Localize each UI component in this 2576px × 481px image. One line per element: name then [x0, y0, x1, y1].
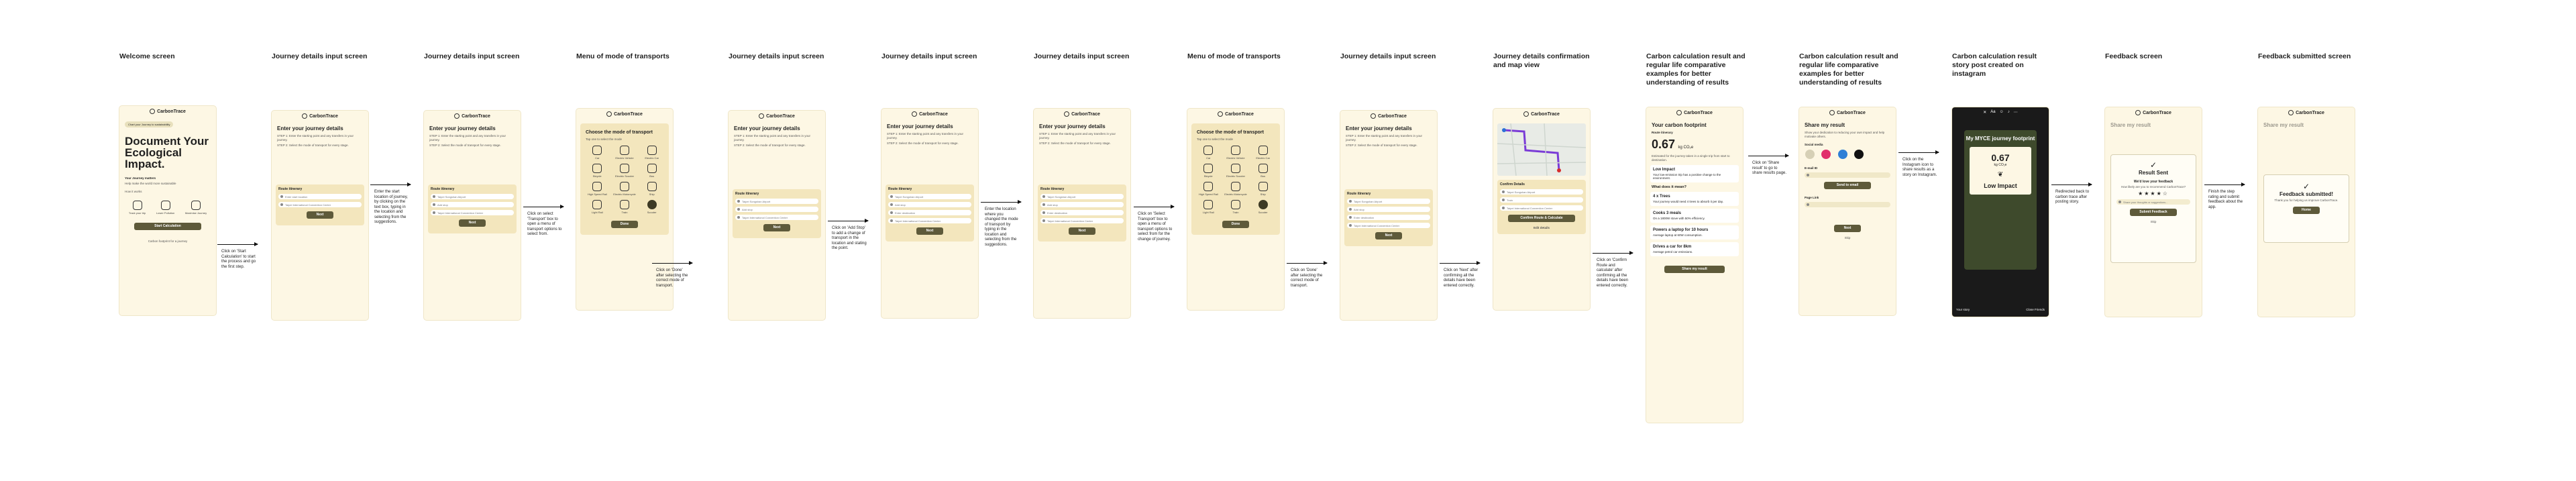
flow-annotation: Enter the location where you changed the mode of transport by typing in the location and selecting from the suggestions.: [985, 207, 1018, 247]
transport-mode-icon: [1258, 146, 1268, 155]
flow-arrow: [217, 244, 258, 245]
result-unit: kg CO₂e: [1678, 146, 1694, 150]
journey-title: Enter your journey details: [1039, 123, 1106, 129]
logo-icon: [1523, 111, 1529, 117]
feature-maximise: Maximise Journey: [185, 201, 207, 215]
transport-mode-icon: [620, 164, 629, 173]
origin-input[interactable]: Enter start location: [278, 194, 362, 199]
flow-annotation: Click on select 'Transport' box to open a menu of transport options to select from.: [527, 212, 562, 236]
app-header: CarbonTrace: [424, 111, 521, 121]
transport-option[interactable]: Bus: [1251, 164, 1275, 178]
impact-card: Low Impact Your low-emission trip has a positive change to the environment.: [1650, 165, 1739, 182]
map-route-svg: [1497, 123, 1586, 176]
app-header: CarbonTrace: [1187, 109, 1284, 119]
skip-link[interactable]: Skip: [1844, 236, 1851, 239]
transport-mode-icon: [647, 200, 657, 209]
logo-icon: [1218, 111, 1223, 117]
welcome-sub2: Help make the world more sustainable: [125, 182, 176, 185]
column-title: Journey details input screen: [1034, 52, 1130, 60]
flow-arrow: [1593, 253, 1633, 254]
transport-option[interactable]: Light Rail: [586, 200, 609, 214]
next-button[interactable]: Next: [307, 211, 333, 219]
step2-text: STEP 2: Select the mode of transport for every stage.: [277, 144, 349, 147]
welcome-footer: Carbon footprint for a journey: [148, 239, 188, 243]
transport-option[interactable]: Scooter: [640, 200, 663, 214]
transport-mode-icon: [1258, 182, 1268, 191]
route-card: [1038, 184, 1126, 242]
transport-mode-icon: [592, 146, 602, 155]
logo-icon: [1829, 110, 1835, 115]
column-title: Feedback submitted screen: [2258, 52, 2351, 60]
app-header: CarbonTrace: [729, 111, 825, 121]
story-impact: Low Impact: [1984, 182, 2017, 189]
feature-pollution: Lower Pollution: [156, 201, 174, 215]
transport-option[interactable]: Electric Scooter: [613, 164, 637, 178]
step1-text: STEP 1: Enter the starting point and any transfers in your journey.: [429, 134, 506, 142]
app-header: CarbonTrace: [119, 106, 216, 117]
check-icon: ✓: [2302, 182, 2310, 191]
route-map[interactable]: [1497, 123, 1586, 176]
flow-arrow: [652, 263, 692, 264]
transport-option[interactable]: Electric Vehicle: [613, 146, 637, 160]
submitted-modal: [2263, 174, 2349, 243]
text-icon[interactable]: Aa: [1990, 110, 1996, 114]
logo-icon: [1676, 110, 1682, 115]
transport-select[interactable]: Add stop: [888, 202, 971, 207]
submitted-title: Feedback submitted!: [2279, 191, 2333, 197]
car-card: Drives a car for 8km Average petrol car emissions.: [1650, 242, 1739, 256]
transport-option[interactable]: Electric Vehicle: [1224, 146, 1248, 160]
transport-option[interactable]: Electric Motorcycle: [1224, 182, 1248, 196]
route-card-title: Route itinerary: [278, 187, 303, 191]
app-header: CarbonTrace: [1493, 109, 1590, 119]
feature-track: Track your trip: [129, 201, 146, 215]
page-link-input[interactable]: [1805, 202, 1890, 207]
story-value: 0.67: [1991, 152, 2010, 163]
flow-annotation: Redirected back to carbon trace after posting story.: [2055, 190, 2090, 204]
flow-arrow: [1287, 263, 1327, 264]
more-icon[interactable]: ⋯: [2013, 110, 2018, 115]
result-screen: [1646, 107, 1743, 423]
column-title: Journey details input screen: [729, 52, 824, 60]
check-icon: ✓: [2149, 160, 2157, 170]
transport-mode-icon: [620, 146, 629, 155]
transport-mode-icon: [1258, 200, 1268, 209]
leaf-icon: ❦: [1997, 171, 2004, 178]
route-card: [428, 184, 517, 233]
origin-input[interactable]: Taipei Songshan Airport: [1347, 199, 1430, 204]
transport-select[interactable]: Add stop: [431, 202, 514, 207]
done-button[interactable]: Done: [611, 221, 638, 228]
app-header: CarbonTrace: [576, 109, 673, 119]
welcome-screen: [119, 106, 216, 315]
origin-input[interactable]: Taipei Songshan Airport: [431, 194, 514, 199]
add-stop-input[interactable]: Enter destination: [1040, 210, 1124, 215]
route-card-title: Route itinerary: [735, 192, 759, 196]
transport-option[interactable]: Bicycle: [1197, 164, 1220, 178]
instagram-story-screen: [1952, 107, 2049, 317]
share-title: Share my result: [1805, 122, 1845, 128]
transport-mode-icon: [1203, 146, 1213, 155]
app-header: CarbonTrace: [2258, 107, 2355, 118]
feedback-submitted-screen: [2258, 107, 2355, 317]
transport-select[interactable]: Add stop: [1040, 202, 1124, 207]
transport-grid: [580, 143, 669, 217]
route-icon: [133, 201, 142, 210]
close-icon[interactable]: ✕: [1983, 110, 1987, 115]
route-card: [885, 184, 974, 242]
welcome-sub1: Your Journey matters: [125, 176, 156, 180]
add-stop-input[interactable]: Enter destination: [1347, 215, 1430, 220]
column-title: Journey details input screen: [881, 52, 977, 60]
confirm-card: Confirm Details Taipei Songshan Airport Train Taipei International Convention Center Confirm Route & Calculate Edit details: [1497, 180, 1586, 234]
destination-input[interactable]: Taipei International Convention Center: [278, 202, 362, 207]
flow-arrow: [1440, 263, 1480, 264]
transport-option[interactable]: Electric Car: [1251, 146, 1275, 160]
transport-grid: [1191, 143, 1280, 217]
app-header: CarbonTrace: [2105, 107, 2202, 118]
transport-option[interactable]: Bicycle: [586, 164, 609, 178]
origin-field: Taipei Songshan Airport: [1500, 189, 1583, 195]
flow-annotation: Click on 'Add Stop' to add a change of transport in the location and stating the point.: [832, 226, 867, 250]
welcome-pill: Chart your Journey to sustainability: [125, 121, 173, 127]
transport-option[interactable]: Car: [1197, 146, 1220, 160]
journey-title: Enter your journey details: [277, 125, 343, 131]
app-header: CarbonTrace: [1646, 107, 1743, 118]
story-title: My MYCE journey footprint: [1966, 136, 2035, 142]
flow-arrow: [2204, 184, 2245, 185]
flow-arrow: [370, 184, 411, 185]
transport-option[interactable]: Electric Car: [640, 146, 663, 160]
transport-mode-icon: [647, 146, 657, 155]
app-header: CarbonTrace: [1340, 111, 1437, 121]
origin-input[interactable]: Taipei Songshan Airport: [1040, 194, 1124, 199]
feedback-screen: [2105, 107, 2202, 317]
logo-icon: [606, 111, 612, 117]
transport-option[interactable]: Light Rail: [1197, 200, 1220, 214]
submitted-desc: Thank you for helping us improve CarbonTrace.: [2274, 199, 2339, 202]
trees-card: 4 x Trees Your journey would need 4 trees to absorb it per day.: [1650, 192, 1739, 206]
flow-annotation: Click on 'Next' after confirming all the details have been entered correctly.: [1444, 268, 1479, 288]
destination-input[interactable]: Taipei International Convention Center: [888, 218, 971, 223]
route-card: [733, 189, 821, 238]
confirm-route-button[interactable]: Confirm Route & Calculate: [1508, 215, 1575, 222]
instagram-icon[interactable]: [1821, 150, 1831, 159]
route-card: [276, 184, 364, 225]
journey-screen: [272, 111, 368, 320]
submit-feedback-button[interactable]: Submit Feedback: [2130, 209, 2177, 216]
transport-mode-icon: [647, 164, 657, 173]
next-button[interactable]: Next: [1069, 227, 1095, 235]
step1-text: STEP 1: Enter the starting point and any transfers in your journey.: [1346, 134, 1422, 142]
flow-annotation: Click on 'Start Calculation' to start the process and go the first step.: [221, 250, 256, 269]
step2-text: STEP 2: Select the mode of transport for every stage.: [429, 144, 501, 147]
flow-arrow: [981, 202, 1021, 203]
flow-annotation: Click on 'Done' after selecting the correct mode of transport.: [656, 268, 688, 288]
welcome-headline: Document Your Ecological Impact.: [125, 135, 209, 170]
send-email-button[interactable]: Send to email: [1824, 182, 1871, 189]
column-title: Welcome screen: [119, 52, 175, 60]
logo-icon: [150, 109, 155, 114]
page-link-label: Page Link: [1805, 196, 1819, 199]
transport-option[interactable]: Scooter: [1251, 200, 1275, 214]
transport-menu-screen: [1187, 109, 1284, 310]
column-title: Journey details input screen: [272, 52, 368, 60]
transport-mode-icon: [1258, 164, 1268, 173]
share-desc: Show your dedication to reducing your own impact and help motivate others.: [1805, 131, 1885, 138]
feature-row: [123, 201, 212, 215]
logo-icon: [302, 113, 307, 119]
route-card: [1344, 189, 1433, 246]
share-screen: [1799, 107, 1896, 315]
journey-screen: [424, 111, 521, 320]
journey-screen: [1034, 109, 1130, 318]
column-title: Carbon calculation result and regular life comparative examples for better understanding of results: [1646, 52, 1746, 87]
destination-input[interactable]: Taipei International Convention Center: [1347, 223, 1430, 228]
transport-mode-icon: [1203, 200, 1213, 209]
add-stop-input[interactable]: Enter destination: [888, 210, 971, 215]
feedback-modal: [2110, 154, 2196, 263]
background-title: Share my result: [2110, 122, 2151, 128]
transport-mode-icon: [592, 164, 602, 173]
story-footer: [1956, 308, 2045, 311]
app-header: CarbonTrace: [881, 109, 978, 119]
feedback-input[interactable]: Share your thoughts or suggestions...: [2116, 199, 2190, 205]
confirm-screen: [1493, 109, 1590, 310]
feedback-question: How likely are you to recommend CarbonTrace?: [2121, 185, 2186, 189]
transport-option[interactable]: Train: [1224, 200, 1248, 214]
transport-option[interactable]: Bus: [640, 164, 663, 178]
background-title: Share my result: [2263, 122, 2304, 128]
close-friends-button[interactable]: Close Friends: [2026, 308, 2045, 311]
social-heading: Social media: [1805, 143, 1823, 146]
next-button[interactable]: Next: [459, 219, 486, 227]
logo-icon: [912, 111, 917, 117]
route-card-title: Route itinerary: [431, 187, 455, 191]
logo-icon: [454, 113, 460, 119]
music-icon[interactable]: ♪: [2007, 110, 2010, 114]
flow-arrow: [1898, 152, 1939, 153]
step2-text: STEP 2: Select the mode of transport for every stage.: [734, 144, 806, 147]
story-toolbar: [1952, 107, 2049, 117]
transport-option[interactable]: High Speed Rail: [1197, 182, 1220, 196]
email-label: E-mail ID: [1805, 166, 1818, 170]
story-unit: kg CO₂e: [1994, 163, 2007, 167]
logo-icon: [1371, 113, 1376, 119]
origin-input[interactable]: Taipei Songshan Airport: [735, 199, 818, 204]
transport-mode-icon: [592, 200, 602, 209]
edit-details-link[interactable]: Edit details: [1533, 226, 1550, 229]
transport-option[interactable]: Car: [586, 146, 609, 160]
next-button[interactable]: Next: [916, 227, 943, 235]
origin-input[interactable]: Taipei Songshan Airport: [888, 194, 971, 199]
transport-option[interactable]: High Speed Rail: [586, 182, 609, 196]
transport-field: Train: [1500, 197, 1583, 203]
column-title: Journey details confirmation and map view: [1493, 52, 1590, 69]
laptop-card: Powers a laptop for 10 hours Average laptop at 60W consumption.: [1650, 225, 1739, 239]
menu-title: Choose the mode of transport: [1197, 130, 1264, 135]
flow-annotation: Click on 'Confirm Route and calculate' after confirming all the details have been entered correctly.: [1597, 258, 1629, 288]
column-title: Journey details input screen: [424, 52, 520, 60]
result-caption: Estimated for the journey taken in a single trip from start to destination.: [1652, 154, 1730, 162]
journey-screen: [881, 109, 978, 318]
transport-mode-icon: [620, 200, 629, 209]
transport-select[interactable]: Add stop: [735, 207, 818, 212]
transport-option[interactable]: Electric Motorcycle: [613, 182, 637, 196]
meals-card: Cooks 3 meals On a 1800W stove with 50% efficiency.: [1650, 209, 1739, 223]
flow-annotation: Enter the start location of journey, by clicking on the text box, typing in the location and selecting from the suggestions.: [374, 190, 408, 224]
destination-input[interactable]: Taipei International Convention Center: [431, 210, 514, 215]
transport-mode-icon: [1203, 182, 1213, 191]
destination-input[interactable]: Taipei International Convention Center: [1040, 218, 1124, 223]
transport-select[interactable]: Add stop: [1347, 207, 1430, 212]
next-button[interactable]: Next: [1834, 225, 1861, 232]
app-header: CarbonTrace: [1034, 109, 1130, 119]
transport-mode-icon: [1231, 164, 1240, 173]
step1-text: STEP 1: Enter the starting point and any transfers in your journey.: [277, 134, 354, 142]
step1-text: STEP 1: Enter the starting point and any transfers in your journey.: [887, 132, 963, 140]
app-header: CarbonTrace: [1799, 107, 1896, 118]
journey-title: Enter your journey details: [734, 125, 800, 131]
tiktok-icon[interactable]: [1854, 150, 1864, 159]
globe-icon: [191, 201, 201, 210]
result-title: Your carbon footprint: [1652, 122, 1707, 128]
destination-input[interactable]: Taipei International Convention Center: [735, 215, 818, 220]
cloud-icon: [161, 201, 170, 210]
social-row: [1803, 150, 1892, 162]
flow-annotation: Click on 'Select Transport' box to open a menu of transport options to select from for the change of journey.: [1138, 212, 1173, 242]
route-card-title: Route itinerary: [1347, 192, 1371, 196]
route-dropdown[interactable]: Route itinerary: [1652, 131, 1673, 134]
route-card-title: Route itinerary: [888, 187, 912, 191]
transport-mode-icon: [592, 182, 602, 191]
logo-icon: [1064, 111, 1069, 117]
flow-arrow: [2051, 184, 2092, 185]
story-card: [1964, 130, 2037, 270]
app-header: CarbonTrace: [272, 111, 368, 121]
star-rating[interactable]: ★★★★☆: [2138, 191, 2169, 197]
transport-mode-icon: [620, 182, 629, 191]
transport-option[interactable]: Train: [613, 200, 637, 214]
step1-text: STEP 1: Enter the starting point and any transfers in your journey.: [734, 134, 810, 142]
flow-annotation: Finish the step rating and submit feedback about the app.: [2208, 190, 2243, 209]
column-title: Carbon calculation result and regular life comparative examples for better understanding of results: [1799, 52, 1898, 87]
transport-mode-icon: [1231, 200, 1240, 209]
logo-icon: [2288, 110, 2294, 115]
what-heading: What does it mean?: [1652, 185, 1686, 189]
transport-option[interactable]: Ship: [640, 182, 663, 196]
transport-mode-icon: [1231, 146, 1240, 155]
destination-field: Taipei International Convention Center: [1500, 205, 1583, 211]
feedback-subtitle: We'd love your feedback: [2133, 180, 2174, 184]
transport-mode-icon: [1231, 182, 1240, 191]
transport-mode-icon: [1203, 164, 1213, 173]
column-title: Feedback screen: [2105, 52, 2163, 60]
logo-icon: [759, 113, 764, 119]
step1-text: STEP 1: Enter the starting point and any transfers in your journey.: [1039, 132, 1116, 140]
column-title: Journey details input screen: [1340, 52, 1436, 60]
journey-title: Enter your journey details: [887, 123, 953, 129]
email-input[interactable]: [1805, 172, 1890, 178]
next-button[interactable]: Next: [763, 224, 790, 231]
transport-mode-icon: [647, 182, 657, 191]
menu-hint: Tap one to select the mode: [586, 138, 623, 141]
transport-option[interactable]: Electric Scooter: [1224, 164, 1248, 178]
step2-text: STEP 2: Select the mode of transport for every stage.: [887, 142, 959, 145]
your-story-button[interactable]: Your story: [1956, 308, 1970, 311]
flow-annotation: Click on the Instagram icon to share results as a story on Instagram.: [1902, 158, 1937, 177]
journey-title: Enter your journey details: [429, 125, 496, 131]
how-it-works-link[interactable]: How it works: [125, 190, 142, 193]
next-button[interactable]: Next: [1375, 232, 1402, 239]
skip-link[interactable]: Skip: [2150, 220, 2157, 223]
start-calculation-button[interactable]: Start Calculation: [134, 223, 201, 230]
done-button[interactable]: Done: [1222, 221, 1249, 228]
flow-annotation: Click on 'Share result' to go to share results page.: [1752, 161, 1787, 175]
journey-screen: [729, 111, 825, 320]
transport-option[interactable]: Ship: [1251, 182, 1275, 196]
step2-text: STEP 2: Select the mode of transport for every stage.: [1346, 144, 1417, 147]
share-result-button[interactable]: Share my result: [1664, 266, 1725, 273]
home-button[interactable]: Home: [2293, 207, 2320, 214]
menu-title: Choose the mode of transport: [586, 130, 653, 135]
step2-text: STEP 2: Select the mode of transport for every stage.: [1039, 142, 1111, 145]
column-title: Menu of mode of transports: [1187, 52, 1281, 60]
route-card-title: Route itinerary: [1040, 187, 1065, 191]
flow-annotation: Click on 'Done' after selecting the correct mode of transport.: [1291, 268, 1323, 288]
journey-screen: [1340, 111, 1437, 320]
column-title: Carbon calculation result story post created on instagram: [1952, 52, 2037, 78]
facebook-icon[interactable]: [1838, 150, 1847, 159]
sticker-icon[interactable]: ☺: [1999, 110, 2004, 114]
column-title: Menu of mode of transports: [576, 52, 669, 60]
feedback-title: Result Sent: [2138, 170, 2168, 176]
journey-title: Enter your journey details: [1346, 125, 1412, 131]
menu-hint: Tap one to select the mode: [1197, 138, 1234, 141]
result-value: 0.67: [1652, 138, 1676, 151]
link-icon[interactable]: [1805, 150, 1815, 159]
logo-icon: [2135, 110, 2141, 115]
